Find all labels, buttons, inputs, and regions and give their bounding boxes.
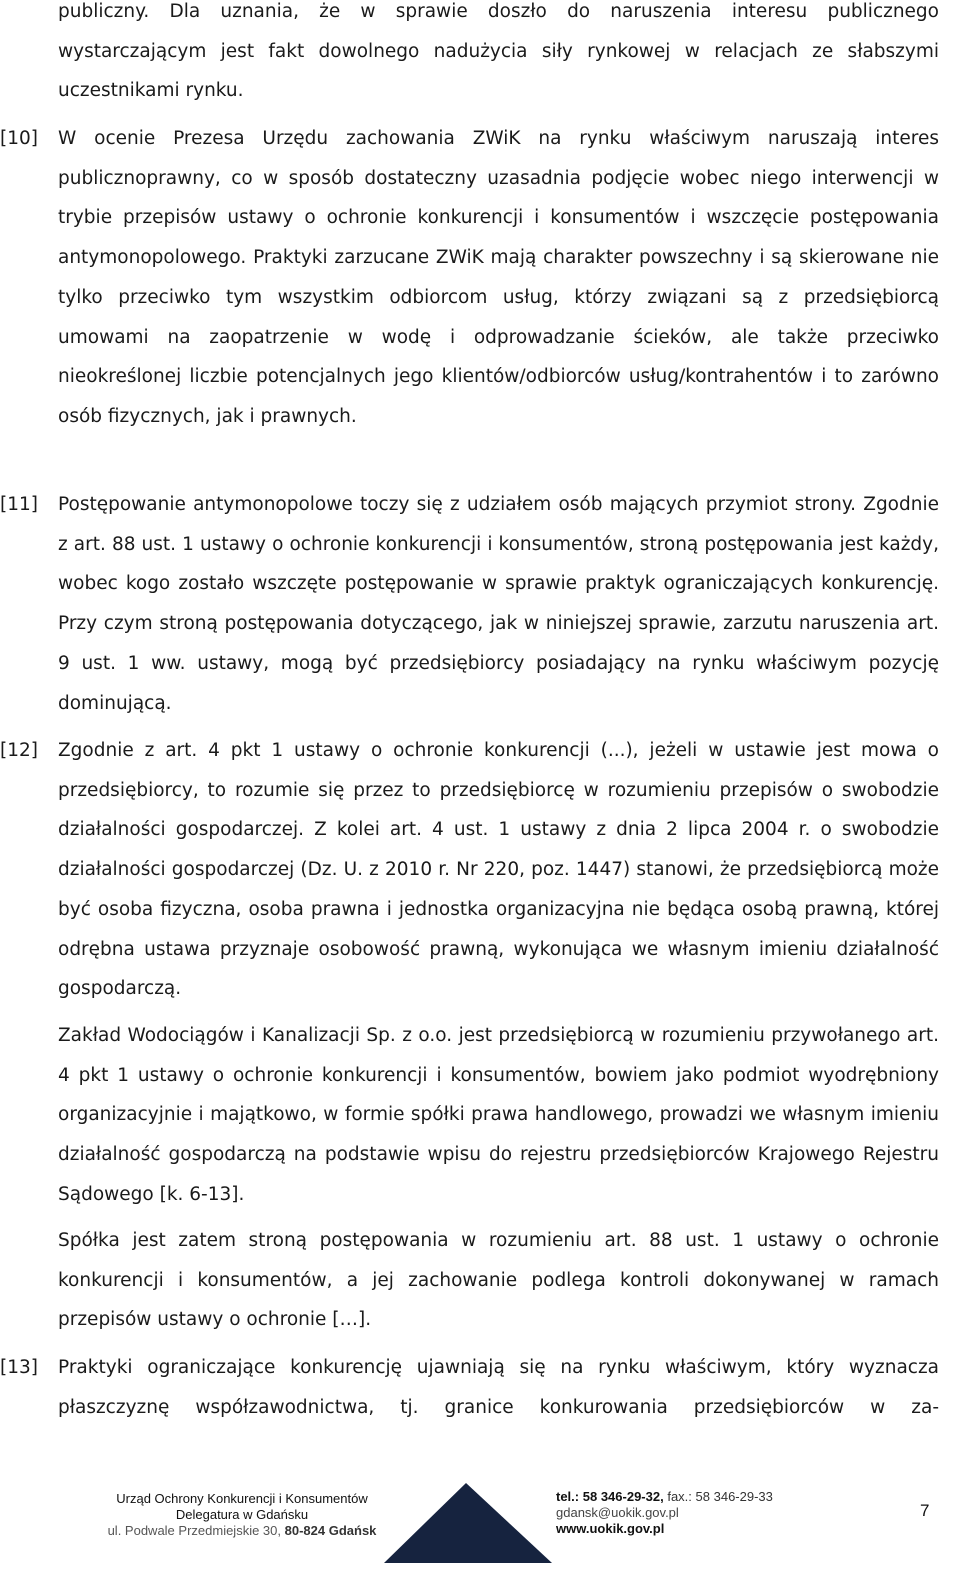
paragraph-11	[58, 485, 939, 723]
paragraph-text: publiczny. Dla uznania, że w sprawie doszło do naruszenia interesu publicznego wystarczającym jest fakt dowolnego nadużycia siły rynkowej w relacjach ze słabszymi uczestnikami rynku.	[58, 1, 939, 102]
paragraph-text: Praktyki ograniczające konkurencję ujawniają się na rynku właściwym, który wyznacza płaszczyznę współzawodnictwa, tj. granice konkurowania przedsiębiorców w za-	[58, 1357, 939, 1418]
paragraph-text: Zgodnie z art. 4 pkt 1 ustawy o ochronie konkurencji (...), jeżeli w ustawie jest mowa o przedsiębiorcy, to rozumie się przez to przedsiębiorcę w rozumieniu przepisów o swobodzie działalności gospodarczej. Z kolei art. 4 ust. 1 ustawy z dnia 2 lipca 2004 r. o swobodzie działalności gospodarczej (Dz. U. z 2010 r. Nr 220, poz. 1447) stanowi, że przedsiębiorcą może być osoba fizyczna, osoba prawna i jednostka organizacyjna nie będąca osobą prawną, której odrębna ustawa przyznaje osobowość prawną, wykonująca we własnym imieniu działalność gospodarczą.	[58, 740, 939, 1000]
email-link[interactable]: gdansk@uokik.gov.pl	[556, 1505, 679, 1520]
page-number: 7	[920, 1501, 930, 1520]
paragraph-text: W ocenie Prezesa Urzędu zachowania ZWiK na rynku właściwym naruszają interes publicznoprawny, co w sposób dostateczny uzasadnia podjęcie wobec niego interwencji w trybie przepisów ustawy o ochronie konkurencji i konsumentów i wszczęcie postępowania antymonopolowego. Praktyki zarzucane ZWiK mają charakter powszechny i są skierowane nie tylko przeciwko tym wszystkim odbiorcom usług, którzy związani są z przedsiębiorcą umowami na zaopatrzenie w wodę i odprowadzanie ścieków, ale także przeciwko nieokreślonej liczbie potencjalnych jego klientów/odbiorców usług/kontrahentów i to zarówno osób fizycznych, jak i prawnych.	[58, 128, 939, 427]
paragraph-12	[58, 731, 939, 1009]
address-city: 80-824 Gdańsk	[284, 1523, 377, 1538]
address-street: ul. Podwale Przedmiejskie 30,	[107, 1523, 281, 1538]
footer-contact-info	[556, 1489, 816, 1537]
office-address	[62, 1523, 422, 1539]
fax-label: fax.:	[667, 1489, 692, 1504]
website-link[interactable]: www.uokik.gov.pl	[556, 1521, 665, 1536]
logo-triangle-shape	[384, 1483, 552, 1563]
paragraph-13	[58, 1348, 939, 1427]
paragraph-company	[58, 1016, 939, 1215]
phone-line	[556, 1489, 816, 1505]
footer-office-info	[62, 1491, 422, 1539]
uokik-triangle-logo	[382, 1481, 554, 1565]
tel-number: 58 346-29-32,	[582, 1489, 664, 1504]
paragraph-text: Zakład Wodociągów i Kanalizacji Sp. z o.o. jest przedsiębiorcą w rozumieniu przywołanego art. 4 pkt 1 ustawy o ochronie konkurencji i konsumentów, bowiem jako podmiot wyodrębniony organizacyjnie i majątkowo, w formie spółki prawa handlowego, prowadzi we własnym imieniu działalność gospodarczą na podstawie wpisu do rejestru przedsiębiorców Krajowego Rejestru Sądowego [k. 6-13].	[58, 1025, 939, 1205]
paragraph-text: Spółka jest zatem stroną postępowania w rozumieniu art. 88 ust. 1 ustawy o ochronie konkurencji i konsumentów, a jej zachowanie podlega kontroli dokonywanej w ramach przepisów ustawy o ochronie […].	[58, 1230, 939, 1331]
paragraph-10	[58, 119, 939, 437]
tel-label: tel.:	[556, 1489, 580, 1504]
paragraph-number: [12]	[0, 740, 38, 761]
paragraph-number: [13]	[0, 1357, 38, 1378]
fax-number: 58 346-29-33	[695, 1489, 773, 1504]
paragraph-party	[58, 1221, 939, 1340]
paragraph-number: [10]	[0, 128, 38, 149]
office-name: Urząd Ochrony Konkurencji i Konsumentów	[116, 1491, 368, 1506]
paragraph-text: Postępowanie antymonopolowe toczy się z udziałem osób mających przymiot strony. Zgodnie z art. 88 ust. 1 ustawy o ochronie konkurencji i konsumentów, stroną postępowania jest każdy, wobec kogo zostało wszczęte postępowanie w sprawie praktyk ograniczających konkurencję. Przy czym stroną postępowania dotyczącego, jak w niniejszej sprawie, zarzutu naruszenia art. 9 ust. 1 ww. ustawy, mogą być przedsiębiorcy posiadający na rynku właściwym pozycję dominującą.	[58, 494, 939, 714]
office-delegation: Delegatura w Gdańsku	[175, 1507, 309, 1522]
paragraph-continuation	[58, 0, 939, 111]
paragraph-number: [11]	[0, 494, 38, 515]
